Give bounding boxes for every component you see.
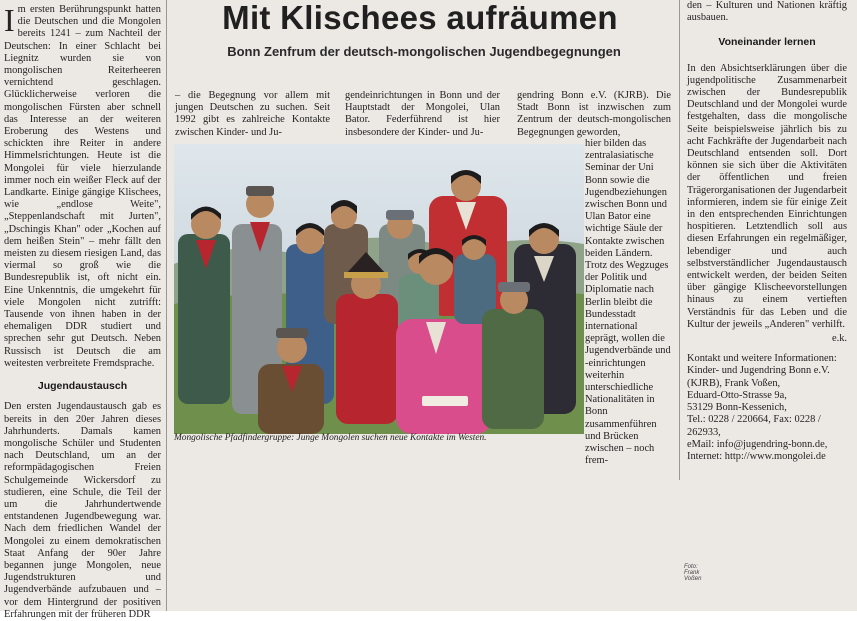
contact-line: 53129 Bonn-Kessenich, <box>687 402 787 414</box>
photo-caption: Mongolische Pfadfindergruppe: Junge Mongolen suchen neue Kontakte im Westen. <box>174 433 487 443</box>
group-photo-illustration <box>174 144 584 434</box>
col4-paragraph-top: gendring Bonn e.V. (KJRB). Die Stadt Bonn ist inzwischen zum Zentrum der deutsch-mongolischen Begegnungen geworden, <box>517 90 671 138</box>
col5-paragraph-1: In den Absichtserklärungen über die jugendpolitische Zusammenarbeit zwischen der Bundesrepublik Deutschland und der Mongolei wurde festgehalten, dass die mongolische Seite beispielsweise jährlich bis zu acht Fachkräfte der Jugendarbeit nach Deutschland entsenden soll. Dort können sie sich über die Aktivitäten der öffentlichen und freien Trägerorganisationen der Jugendarbeit informieren, indem sie für einige Zeit in den entsprechenden Einrichtungen hospitieren. Letztendlich soll aus diesen Erfahrungen ein regelmäßiger, lebendiger und auch selbstverständlicher Jugendaustausch entwickelt werden, der beiden Seiten über gängige Klischeevorstellungen hinaus zu einem vertieften Verständnis für das Leben und die Kultur der jeweils „Anderen" verhilft. <box>687 62 847 330</box>
subhead-voneinander-lernen: Voneinander lernen <box>718 36 816 49</box>
col5-paragraph-top: den – Kulturen und Nationen kräftig ausbauen. <box>687 0 847 24</box>
headline: Mit Klischees aufräumen <box>222 0 618 36</box>
article-column-4-top <box>517 90 671 139</box>
article-column-4-side <box>585 138 671 467</box>
contact-line: (KJRB), Frank Voßen, <box>687 377 781 389</box>
person-back-left <box>178 207 230 405</box>
contact-line: Eduard-Otto-Strasse 9a, <box>687 389 787 401</box>
contact-email: eMail: info@jugendring-bonn.de, <box>687 438 828 450</box>
contact-info <box>687 353 847 463</box>
subheadline: Bonn Zenfrum der deutsch-mongolischen Jugendbegegnungen <box>227 44 621 59</box>
col1-paragraph-1: m ersten Berührungspunkt hatten die Deutschen und die Mongolen bereits 1241 – zum Nachteil der Deutschen: In einer Schlacht bei Liegnitz wurden sie von mongolischen Reiterheeren vernichtend geschlagen. Glücklicherweise verloren die mongolischen Fürsten aber schnell das Interesse an der weiteren Eroberung des Westens und schickten ihre Reiter in andere Himmelsrichtungen. Heute ist die Mongolei für viele hierzulande immer noch ein weißer Fleck auf der Landkarte. Einige gängige Klischees, wie „endlose Weite", „Steppenlandschaft mit Jurten", „Dschingis Khan" oder „Kochen auf dem heißen Stein" – mehr fällt den meisten zu diesem riesigen Land, das viermal so groß wie die Bundesrepublik ist, oft nicht ein. Eine Unkenntnis, die umgekehrt für viele Mongolen nicht zutrifft: Tausende von ihnen haben in der ehemaligen DDR studiert und sprechen sehr gut Deutsch. Neben Russisch ist Deutsch die am weitesten verbreitete Fremdsprache. <box>4 4 161 369</box>
drop-cap: I <box>4 2 15 38</box>
article-column-2 <box>175 90 330 139</box>
column-rule-right <box>679 0 680 480</box>
column-rule-left <box>166 0 167 611</box>
article-column-5 <box>687 0 847 463</box>
article-column-1 <box>4 4 161 621</box>
contact-line: Kontakt und weitere Informationen: <box>687 353 837 365</box>
col3-paragraph: gendeinrichtungen in Bonn und der Hauptstadt der Mongolei, Ulan Bator. Federführend ist hier insbesondere der Kinder- und Ju- <box>345 90 500 138</box>
contact-line: Tel.: 0228 / 220664, Fax: 0228 / 262933, <box>687 414 821 438</box>
photo-credit: Foto: Frank Voßen <box>684 564 702 582</box>
author-initials: e.k. <box>831 333 847 345</box>
article-column-3 <box>345 90 500 139</box>
subhead-jugendaustausch: Jugendaustausch <box>37 380 128 393</box>
col4-paragraph-side: hier bilden das zentralasiatische Seminar der Uni Bonn sowie die Jugendbeziehungen zwischen Bonn und Ulan Bator eine wichtige Säule der Kontakte zwischen beiden Ländern. Trotz des Wegzuges der Politik und Diplomatie nach Berlin bleibt die Bundesstadt international geprägt, wollen die Jugendverbände und -einrichtungen weiterhin unterschiedliche Nationalitäten in Bonn zusammenführen und Brücken zwischen – noch frem- <box>585 138 671 467</box>
contact-line: Kinder- und Jugendring Bonn e.V. <box>687 365 830 377</box>
contact-internet: Internet: http://www.mongolei.de <box>687 450 826 462</box>
col2-paragraph: – die Begegnung vor allem mit jungen Deutschen zu suchen. Seit 1992 gibt es zahlreiche Kontakte zwischen Kinder- und Ju- <box>175 90 330 138</box>
col1-paragraph-2: Den ersten Jugendaustausch gab es bereits in den 20er Jahren dieses Jahrhunderts. Damals kamen mongolische Schüler und Studenten nach Deutschland, um an der reformpädagogischen Freien Schulgemeinde Wickersdorf zu studieren, eine Schule, die Teil der um die Jahrhundertwende entstandenen Jugendbewegung war. Nach dem friedlichen Wandel der Mongolei zu einem demokratischen Staat Anfang der 90er Jahre begannen junge Mongolen, neue Jugendstrukturen und Jugendverbände aufzubauen und – vor dem Hintergrund der positiven Erfahrungen mit der früheren DDR <box>4 401 161 620</box>
